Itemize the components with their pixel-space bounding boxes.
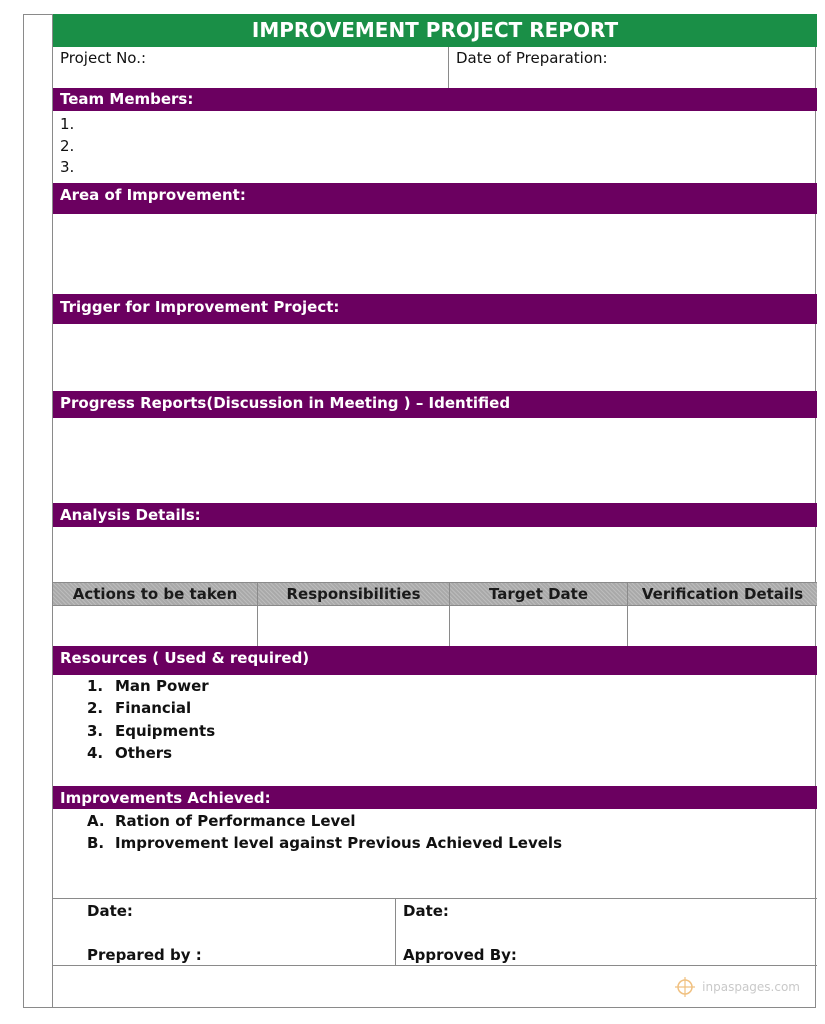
left-date-label: Date: [87,902,133,920]
list-item: 4. Others [87,743,173,762]
divider [53,898,817,899]
divider [449,583,450,646]
divider [53,965,817,966]
list-item: 3. Equipments [87,721,216,740]
list-item: 1. [60,115,75,133]
report-form [52,14,816,1008]
table-header-actions: Actions to be taken [53,583,257,605]
resources-heading: Resources ( Used & required) [53,646,817,675]
improvements-list [87,810,562,855]
divider [627,583,628,646]
improvements-heading: Improvements Achieved: [53,786,817,809]
watermark-text: inpaspages.com [702,980,800,994]
list-item: 1. Man Power [87,677,209,695]
area-of-improvement-heading: Area of Improvement: [53,183,817,214]
table-header-target-date: Target Date [450,583,627,605]
divider [448,47,449,88]
project-no-label: Project No.: [60,49,147,67]
list-item: 2. Financial [87,699,192,718]
prepared-by-label: Prepared by : [87,946,202,964]
table-header-verification: Verification Details [628,583,817,605]
list-item: B. Improvement level against Previous Achieved Levels [87,834,563,853]
divider [395,898,396,966]
resources-list [87,675,215,764]
watermark [674,976,800,998]
right-date-label: Date: [403,902,449,920]
analysis-details-heading: Analysis Details: [53,503,817,527]
trigger-heading: Trigger for Improvement Project: [53,294,817,324]
divider [53,605,817,606]
list-item: 2. [60,136,75,155]
progress-reports-heading: Progress Reports(Discussion in Meeting ) – Identified [53,391,817,418]
list-item: A. Ration of Performance Level [87,812,356,830]
divider [257,583,258,646]
team-members-list [60,114,74,179]
team-members-heading: Team Members: [53,88,817,111]
table-header-responsibilities: Responsibilities [258,583,449,605]
list-item: 3. [60,158,75,176]
report-title: IMPROVEMENT PROJECT REPORT [53,14,817,47]
date-of-preparation-label: Date of Preparation: [456,49,608,67]
crosshair-logo-icon [674,976,696,998]
approved-by-label: Approved By: [403,946,517,964]
